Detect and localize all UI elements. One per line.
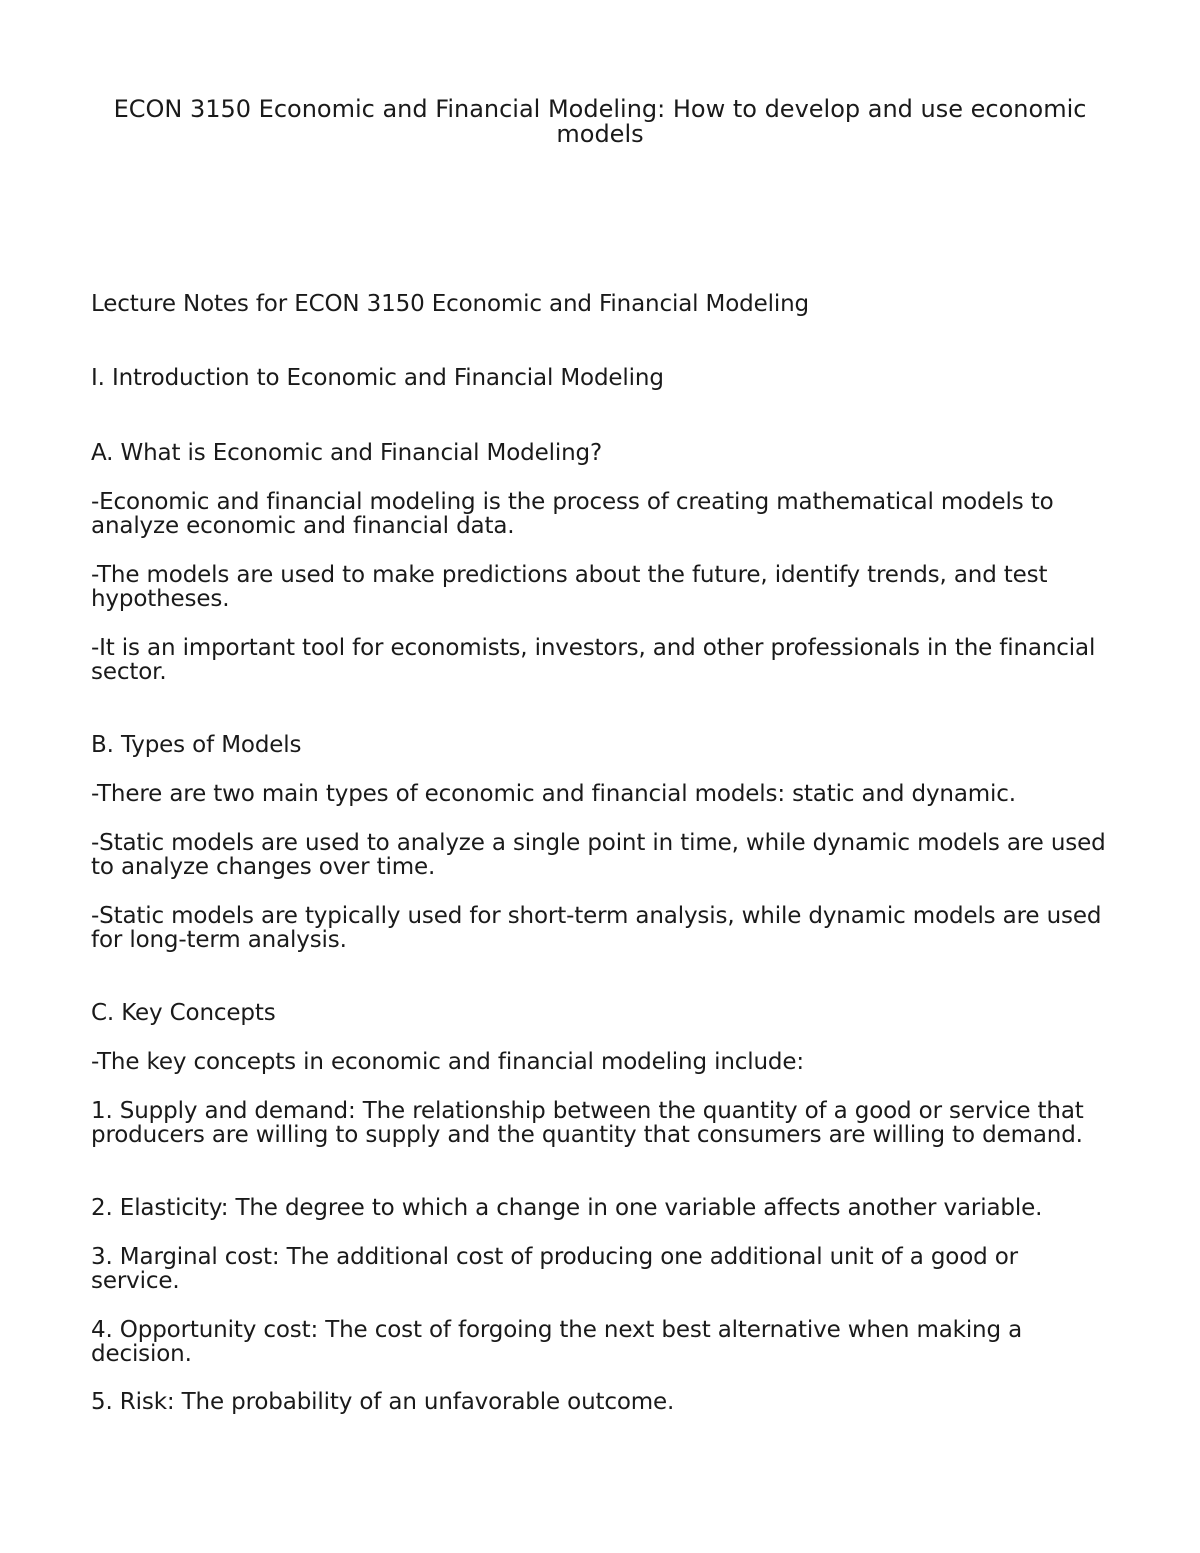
key-concept-item: 1. Supply and demand: The relationship between the quantity of a good or service that producers are willing to supply and the quantity that consumers are willing to demand. [91,1098,1084,1148]
key-concept-item: 5. Risk: The probability of an unfavorable outcome. [91,1389,675,1415]
subsection-a-point: -It is an important tool for economists, investors, and other professionals in the financial sector. [91,635,1096,685]
key-concept-item: 3. Marginal cost: The additional cost of producing one additional unit of a good or service. [91,1244,1018,1294]
document-title: ECON 3150 Economic and Financial Modeling: How to develop and use economic models [113,95,1087,148]
key-concept-item: 4. Opportunity cost: The cost of forgoing the next best alternative when making a decision. [91,1317,1023,1367]
subsection-b-point: -Static models are used to analyze a single point in time, while dynamic models are used to analyze changes over time. [91,830,1106,880]
subsection-b-heading: B. Types of Models [91,732,302,758]
lecture-notes-subtitle: Lecture Notes for ECON 3150 Economic and Financial Modeling [91,291,809,317]
key-concept-item: 2. Elasticity: The degree to which a change in one variable affects another variable. [91,1195,1043,1221]
subsection-c-intro: -The key concepts in economic and financial modeling include: [91,1049,804,1075]
subsection-a-point: -The models are used to make predictions about the future, identify trends, and test hypotheses. [91,562,1048,612]
section-i-heading: I. Introduction to Economic and Financial Modeling [91,365,664,391]
subsection-b-point: -There are two main types of economic and financial models: static and dynamic. [91,781,1016,807]
subsection-c-heading: C. Key Concepts [91,1000,276,1026]
subsection-b-point: -Static models are typically used for short-term analysis, while dynamic models are used for long-term analysis. [91,903,1102,953]
subsection-a-heading: A. What is Economic and Financial Modeling? [91,440,603,466]
subsection-a-point: -Economic and financial modeling is the process of creating mathematical models to analyze economic and financial data. [91,489,1054,539]
